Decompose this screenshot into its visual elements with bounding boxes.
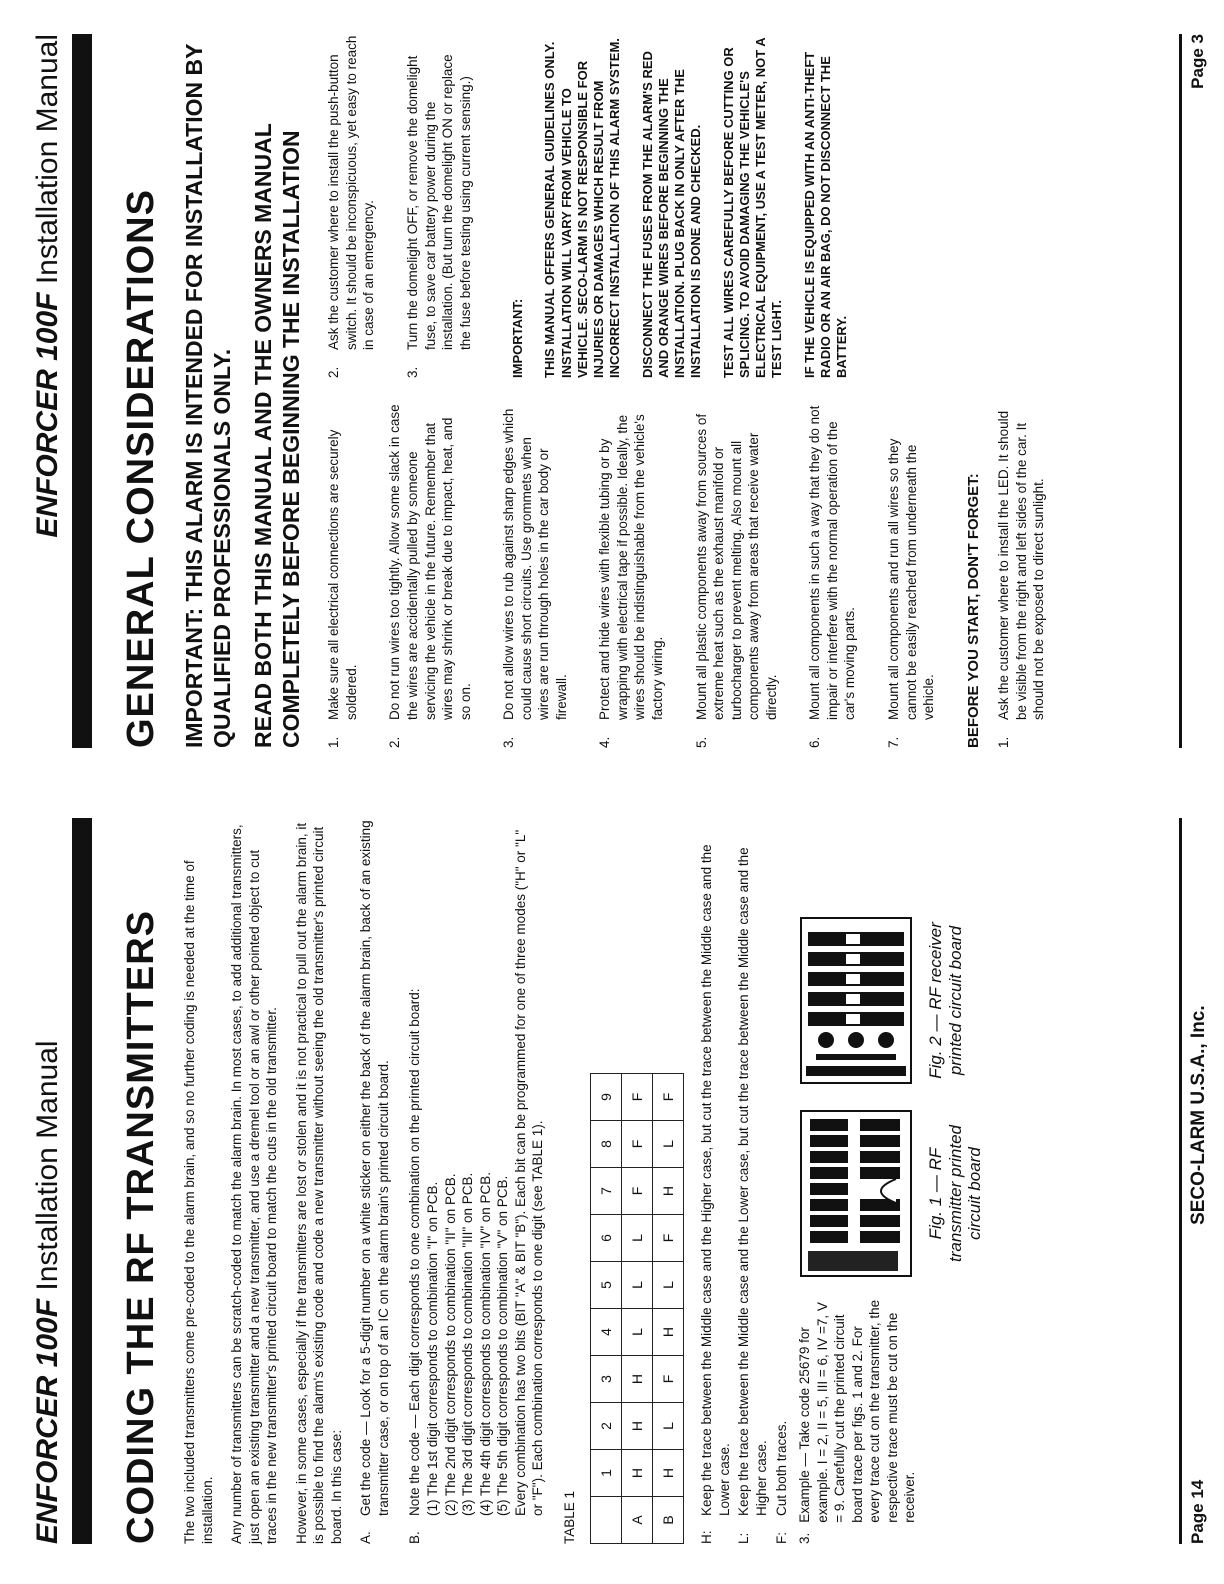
list-item: 5. Mount all plastic components away from sources of extreme heat such as the exhaust manifold or turbocharger to prevent melting. Also mount all components away from areas that receive water directly. <box>693 413 779 748</box>
section-title: CODING THE RF TRANSMITTERS <box>120 910 162 1544</box>
page-number: Page 14 <box>1188 1479 1207 1544</box>
mode-l: L: Keep the trace between the Middle case and the Lower case, but cut the trace between the Middle case and the Higher case. <box>736 847 770 1544</box>
considerations-columns <box>325 34 1073 748</box>
intro-paragraph: The two included transmitters come pre-coded to the alarm brain, and so no further coding is needed at the time of installation. <box>182 860 215 1544</box>
page-header <box>28 34 68 748</box>
page-header <box>28 818 68 1544</box>
list-item: 1. Ask the customer where to install the LED. It should be visible from the right and left sides of the car. It should not be exposed to direct sunlight. <box>996 410 1047 748</box>
transmitter-pcb-image <box>796 1106 916 1281</box>
page-footer <box>1179 34 1208 748</box>
column-1 <box>325 404 1073 748</box>
mode-definitions <box>698 818 790 1544</box>
warning-general: THIS MANUAL OFFERS GENERAL GUIDELINES ONLY. INSTALLATION WILL VARY FROM VEHICLE TO VEHICLE. SECO-LARM IS NOT RESPONSIBLE FOR INJURIES OR DAMAGES WHICH RESULT FROM INCORRECT INSTALLATION OF THIS ALARM SYSTEM. <box>542 38 623 378</box>
table-label: TABLE 1 <box>561 1490 577 1544</box>
before-list <box>995 404 1060 748</box>
step-b: B. Note the code — Each digit corresponds to one combination on the printed circuit board: (1) The 1st digit corresponds to combination "I" on PCB. (2) The 2nd digit corresponds to combination "II" on PCB. (3) The 3rd digit corresponds to combination "III" on PCB. (4) The 4th digit corresponds to combination "IV" on PCB. (5) The 5th digit corresponds to combination "V" on PCB. Every combination has two bits (BIT "A" & BIT "B"). Each bit can be programmed for one of three modes ("H" or "L" or "F"). Each combination corresponds to one digit (see TABLE 1). <box>407 829 546 1544</box>
table-row: A H H H L L L F F F <box>622 1074 653 1544</box>
general-list <box>325 404 949 748</box>
figure-2 <box>796 913 965 1088</box>
column-2 <box>325 34 1073 378</box>
lost-transmitter-paragraph: However, in some cases, especially if the transmitters are lost or stolen and it is not practical to pull out the alarm brain, it is possible to find the alarm's existing code and code a new transmitter without seeing the old transmitter's printed circuit board. In this case: <box>293 822 344 1544</box>
important-professionals: IMPORTANT: THIS ALARM IS INTENDED FOR INSTALLATION BY QUALIFIED PROFESSIONALS ONLY. <box>181 43 235 748</box>
figures-row <box>796 818 985 1544</box>
table-header-row: 1 2 3 4 5 6 7 8 9 <box>591 1074 622 1544</box>
important-read-manuals: READ BOTH THIS MANUAL AND THE OWNERS MANUAL COMPLETELY BEFORE BEGINNING THE INSTALLATION <box>250 123 304 748</box>
list-item: 3. Turn the domelight OFF, or remove the domelight fuse, to save car battery power during the installation. (But turn the domelight ON or replace the fuse before testing using current sensing.) <box>405 54 473 378</box>
step-3: 3. Example — Take code 25679 for example. I = 2, II = 5, III = 6, IV =7, V = 9. Carefully cut the printed circuit board trace per figs. 1 and 2. For every trace cut on the transmitter, the respective trace must be cut on the receiver. <box>797 1299 918 1544</box>
before-you-start-heading: BEFORE YOU START, DON'T FORGET: <box>964 473 982 748</box>
page-14 <box>0 792 1224 1584</box>
important-label: IMPORTANT: <box>510 298 526 378</box>
before-list-continued <box>325 34 486 378</box>
receiver-pcb-image <box>796 913 916 1088</box>
scratch-coding-paragraph: Any number of transmitters can be scratch-coded to match the alarm brain. In most cases, to add additional transmitters, just open an existing transmitter and a new transmitter, and use a dremel tool or an awl or other pointed object to cut traces in the new transmitter's printed circuit board to match the cuts in the old transmitter. <box>229 824 280 1544</box>
list-item: 6. Mount all components in such a way that they do not impair or interfere with the normal operation of the car's moving parts. <box>807 405 858 748</box>
figure-1-caption: Fig. 1 — RF transmitter printed circuit board <box>926 1125 985 1262</box>
code-table <box>590 1073 684 1544</box>
warning-fuses: DISCONNECT THE FUSES FROM THE ALARM'S RED AND ORANGE WIRES BEFORE BEGINNING THE INSTALLATION. PLUG BACK IN ONLY AFTER THE INSTALLATION IS DONE AND CHECKED. <box>639 51 704 378</box>
header-text: Installation Manual <box>31 34 64 293</box>
page-number: Page 3 <box>1188 34 1207 89</box>
coding-steps <box>357 818 546 1544</box>
figure-1 <box>796 1106 985 1281</box>
step-a: A. Get the code — Look for a 5-digit number on a white sticker on either the back of the alarm brain, back of an existing transmitter case, or on top of an IC on the alarm brain's printed circuit board. <box>358 820 391 1544</box>
page-footer <box>1179 818 1208 1544</box>
header-rule <box>72 34 92 748</box>
header-text: Installation Manual <box>31 1040 64 1299</box>
brand-name: ENFORCER 100F <box>31 1298 64 1544</box>
mode-f: F: Cut both traces. <box>773 1420 789 1544</box>
warning-test-wires: TEST ALL WIRES CAREFULLY BEFORE CUTTING OR SPLICING. TO AVOID DAMAGING THE VEHICLE'S ELECTRICAL EQUIPMENT, USE A TEST METER, NOT A TEST LIGHT. <box>720 37 785 378</box>
mode-h: H: Keep the trace between the Middle case and the Higher case, but cut the trace between the Middle case and the Lower case. <box>699 844 732 1544</box>
list-item: 1. Make sure all electrical connections are securely soldered. <box>326 429 359 748</box>
table-row: B H L F H L F H L F <box>653 1074 684 1544</box>
section-title: GENERAL CONSIDERATIONS <box>120 189 162 748</box>
company-name: SECO-LARM U.S.A., Inc. <box>1188 1005 1209 1225</box>
list-item: 3. Do not allow wires to rub against sharp edges which could cause short circuits. Use grommets when wires are run through holes in the car body or firewall. <box>501 408 569 748</box>
list-item: 7. Mount all components and run all wires so they cannot be easily reached from underneath the vehicle. <box>885 438 937 748</box>
list-item: 2. Ask the customer where to install the push-button switch. It should be inconspicuous, yet easy to reach in case of an emergency. <box>326 35 377 378</box>
brand-name: ENFORCER 100F <box>31 292 64 538</box>
list-item: 4. Protect and hide wires with flexible tubing or by wrapping with electrical tape if possible. Ideally, the wires should be indistinguishable from the vehicle's factory wiring. <box>597 414 666 748</box>
header-rule <box>72 818 92 1544</box>
warning-battery: IF THE VEHICLE IS EQUIPPED WITH AN ANTI-THEFT RADIO OR AN AIR BAG, DO NOT DISCONNECT THE BATTERY. <box>801 51 850 378</box>
figure-2-caption: Fig. 2 — RF receiver printed circuit board <box>926 922 965 1079</box>
list-item: 2. Do not run wires too tightly. Allow some slack in case the wires are accidentally pulled by someone servicing the vehicle in the future. Remember that wires may shrink or break due to impact, heat, and so on. <box>387 404 473 748</box>
